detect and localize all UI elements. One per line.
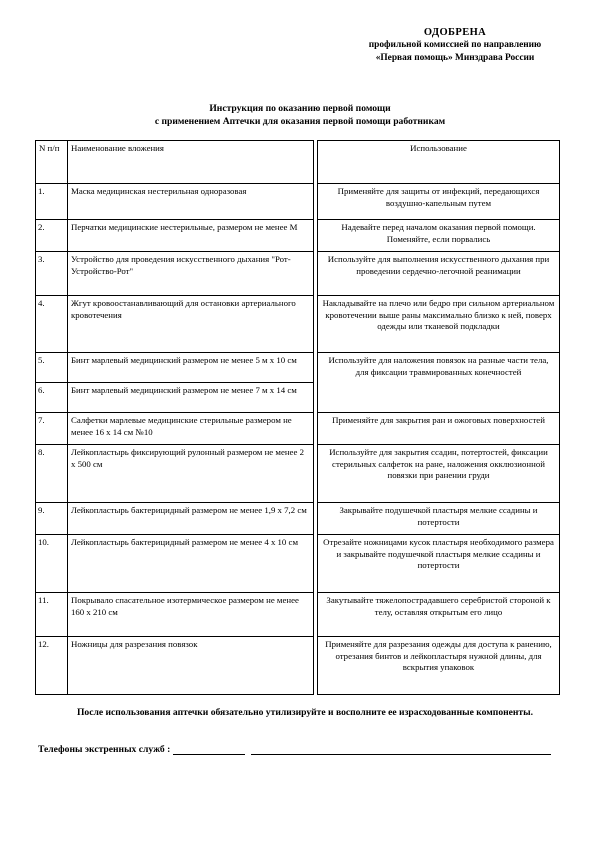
table-row [36, 296, 560, 353]
row-name: Устройство для проведения искусственного дыхания "Рот-Устройство-Рот" [68, 252, 314, 296]
table-row [36, 184, 560, 220]
row-use: Закутывайте тяжелопострадавшего серебристой стороной к телу, оставляя открытым его лицо [318, 593, 560, 637]
document-title-line-1: Инструкция по оказанию первой помощи [209, 103, 391, 114]
row-num: 2. [36, 220, 68, 252]
row-num: 10. [36, 535, 68, 593]
row-use: Закрывайте подушечкой пластыря мелкие ссадины и потертости [318, 503, 560, 535]
row-name: Лейкопластырь бактерицидный размером не менее 4 х 10 см [68, 535, 314, 593]
header-num: N п/п [36, 141, 68, 184]
row-num: 6. [36, 383, 68, 413]
header-use: Использование [318, 141, 560, 184]
row-num: 8. [36, 445, 68, 503]
table-row [36, 252, 560, 296]
row-name: Бинт марлевый медицинский размером не менее 7 м х 14 см [68, 383, 314, 413]
row-use: Используйте для выполнения искусственного дыхания при проведении сердечно-легочной реанимации [318, 252, 560, 296]
approval-line-1: профильной комиссией по направлению [368, 40, 542, 50]
approval-stamp [330, 26, 580, 65]
row-num: 3. [36, 252, 68, 296]
row-use: Применяйте для закрытия ран и ожоговых поверхностей [318, 413, 560, 445]
row-use: Используйте для закрытия ссадин, потертостей, фиксации стерильных салфеток на ране, наложения окклюзионной повязки при ранении груди [318, 445, 560, 503]
approval-title: ОДОБРЕНА [423, 27, 487, 38]
row-name: Лейкопластырь бактерицидный размером не менее 1,9 х 7,2 см [68, 503, 314, 535]
row-name: Лейкопластырь фиксирующий рулонный размером не менее 2 х 500 см [68, 445, 314, 503]
row-name: Ножницы для разрезания повязок [68, 637, 314, 695]
table-row [36, 535, 560, 593]
first-aid-kit-table [35, 140, 560, 695]
emergency-phones-label: Телефоны экстренных служб : [38, 744, 171, 755]
row-use: Применяйте для защиты от инфекций, передающихся воздушно-капельным путем [318, 184, 560, 220]
row-name: Маска медицинская нестерильная одноразовая [68, 184, 314, 220]
row-name: Бинт марлевый медицинский размером не менее 5 м х 10 см [68, 353, 314, 383]
phone-blank-line[interactable] [173, 744, 245, 755]
row-num: 9. [36, 503, 68, 535]
document-title-line-2: с применением Аптечки для оказания первой помощи работникам [154, 116, 446, 127]
table-row [36, 413, 560, 445]
row-num: 11. [36, 593, 68, 637]
emergency-phones [38, 744, 568, 755]
approval-line-2: «Первая помощь» Минздрава России [375, 53, 535, 63]
table-row [36, 445, 560, 503]
row-num: 1. [36, 184, 68, 220]
table-row [36, 353, 560, 383]
table-row [36, 220, 560, 252]
row-name: Перчатки медицинские нестерильные, размером не менее М [68, 220, 314, 252]
table-row [36, 503, 560, 535]
disposal-note: После использования аптечки обязательно утилизируйте и восполните ее израсходованные компоненты. [76, 707, 534, 718]
row-num: 4. [36, 296, 68, 353]
row-use: Применяйте для разрезания одежды для доступа к ранению, отрезания бинтов и лейкопластыря нужной длины, для вскрытия упаковок [318, 637, 560, 695]
row-use: Накладывайте на плечо или бедро при сильном артериальном кровотечении выше раны максимально близко к ней, поверх одежды или тканевой подкладки [318, 296, 560, 353]
row-num: 7. [36, 413, 68, 445]
row-use: Используйте для наложения повязок на разные части тела, для фиксации травмированных конечностей [318, 353, 560, 413]
row-use: Надевайте перед началом оказания первой помощи. Поменяйте, если порвались [318, 220, 560, 252]
table-row [36, 593, 560, 637]
table-header-row [36, 141, 560, 184]
row-name: Салфетки марлевые медицинские стерильные размером не менее 16 х 14 см №10 [68, 413, 314, 445]
header-name: Наименование вложения [68, 141, 314, 184]
row-name: Покрывало спасательное изотермическое размером не менее 160 х 210 см [68, 593, 314, 637]
row-num: 5. [36, 353, 68, 383]
row-use: Отрезайте ножницами кусок пластыря необходимого размера и закрывайте подушечкой пластыря мелкие ссадины и потертости [318, 535, 560, 593]
phone-blank-line[interactable] [251, 744, 551, 755]
table-row [36, 637, 560, 695]
document-title [60, 102, 540, 128]
row-name: Жгут кровоостанавливающий для остановки артериального кровотечения [68, 296, 314, 353]
row-num: 12. [36, 637, 68, 695]
